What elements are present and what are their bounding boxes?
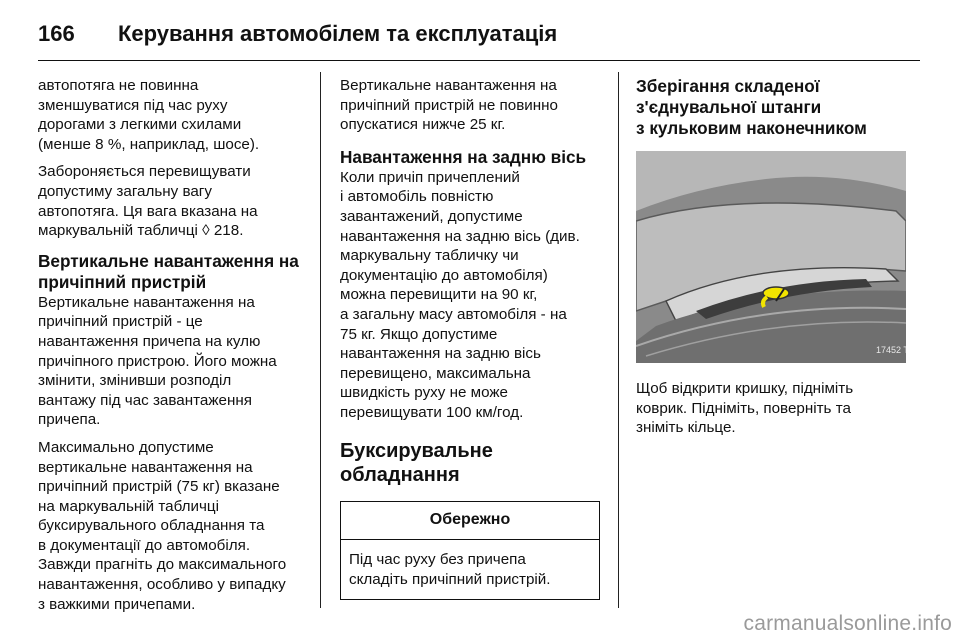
- page-number: 166: [38, 21, 75, 46]
- section-heading: Навантаження на задню вісь: [340, 146, 587, 167]
- column-divider: [320, 72, 321, 608]
- section-heading: Вертикальне навантаження на причіпний пристрій: [38, 250, 299, 292]
- warning-text: Під час руху без причепа складіть причіпний пристрій.: [349, 551, 551, 588]
- header-rule: [38, 60, 920, 61]
- warning-box: [340, 501, 600, 601]
- page-title: Керування автомобілем та експлуатація: [118, 21, 558, 46]
- figure-code: 17452 T: [876, 345, 906, 355]
- paragraph: Вертикальне навантаження на причіпний пристрій не повинно опускатися нижче 25 кг.: [340, 77, 558, 134]
- watermark: carmanualsonline.info: [743, 612, 952, 635]
- column-divider: [618, 72, 619, 608]
- column-2: [340, 76, 602, 600]
- page-header: [38, 14, 920, 54]
- column-1: [38, 76, 310, 622]
- paragraph: Щоб відкрити кришку, підніміть коврик. Підніміть, поверніть та зніміть кільце.: [636, 380, 854, 437]
- paragraph: Вертикальне навантаження на причіпний пристрій - це навантаження причепа на кулю причіпного пристрою. Його можна змінити, змінивши розподіл вантажу під час завантаження причепа.: [38, 293, 277, 429]
- paragraph: автопотяга не повинна зменшуватися під час руху дорогами з легкими схилами (менше 8 %, наприклад, шосе).: [38, 77, 260, 153]
- paragraph: Коли причіп причеплений і автомобіль повністю завантажений, допустиме навантаження на задню вісь (див. маркувальну табличку чи документацію до автомобіля) можна перевищити на 90 кг, а загальну масу автомобіля - на 75 кг. Якщо допустиме навантаження на задню вісь перевищено, максимальна швидкість руху не може перевищувати 100 км/год.: [340, 168, 580, 421]
- section-heading: Зберігання складеної з'єднувальної штанги з кульковим наконечником: [636, 76, 867, 138]
- paragraph: Максимально допустиме вертикальне навантаження на причіпний пристрій (75 кг) вказане на маркувальній табличці буксирувального обладнання та в документації до автомобіля. Завжди прагніть до максимального навантаження, особливо у випадку з важкими причепами.: [38, 438, 287, 613]
- trunk-storage-drawing: [636, 151, 906, 363]
- trunk-storage-illustration: [636, 151, 906, 363]
- paragraph: Забороняється перевищувати допустиму загальну вагу автопотяга. Ця вага вказана на маркувальній табличці ◊ 218.: [38, 163, 258, 240]
- section-heading-large: Буксирувальне обладнання: [340, 439, 493, 486]
- column-3: [636, 76, 908, 446]
- warning-title: Обережно: [341, 502, 599, 541]
